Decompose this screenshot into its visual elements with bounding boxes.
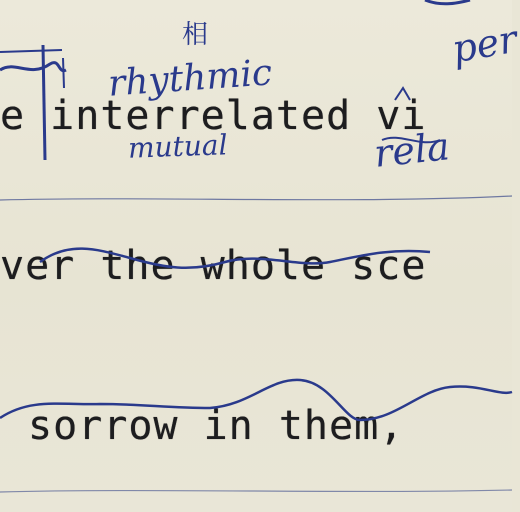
wavy-underline-1 bbox=[382, 138, 440, 143]
top-right-mark bbox=[425, 0, 470, 4]
handwritten-per: per bbox=[448, 16, 520, 72]
insertion-bar-2 bbox=[63, 58, 64, 88]
strike-scribble-2 bbox=[0, 50, 62, 52]
handwritten-kanji: 相 bbox=[182, 20, 209, 50]
handwritten-rela: rela bbox=[371, 124, 452, 176]
typed-line-2: ver the whole sce bbox=[0, 243, 427, 289]
strike-scribble bbox=[0, 63, 66, 71]
ruled-line-2 bbox=[0, 490, 512, 492]
wavy-underline-2 bbox=[40, 249, 430, 268]
caret-mark bbox=[395, 88, 410, 100]
insertion-bar bbox=[43, 45, 45, 160]
handwritten-rhythmic: rhythmic bbox=[106, 52, 274, 105]
wavy-underline-3 bbox=[0, 380, 512, 420]
typed-line-3: sorrow in them, bbox=[28, 403, 405, 449]
typed-line-1: e interrelated vi bbox=[0, 93, 427, 139]
ruled-line-1 bbox=[0, 196, 512, 200]
handwritten-mutual: mutual bbox=[127, 128, 229, 165]
